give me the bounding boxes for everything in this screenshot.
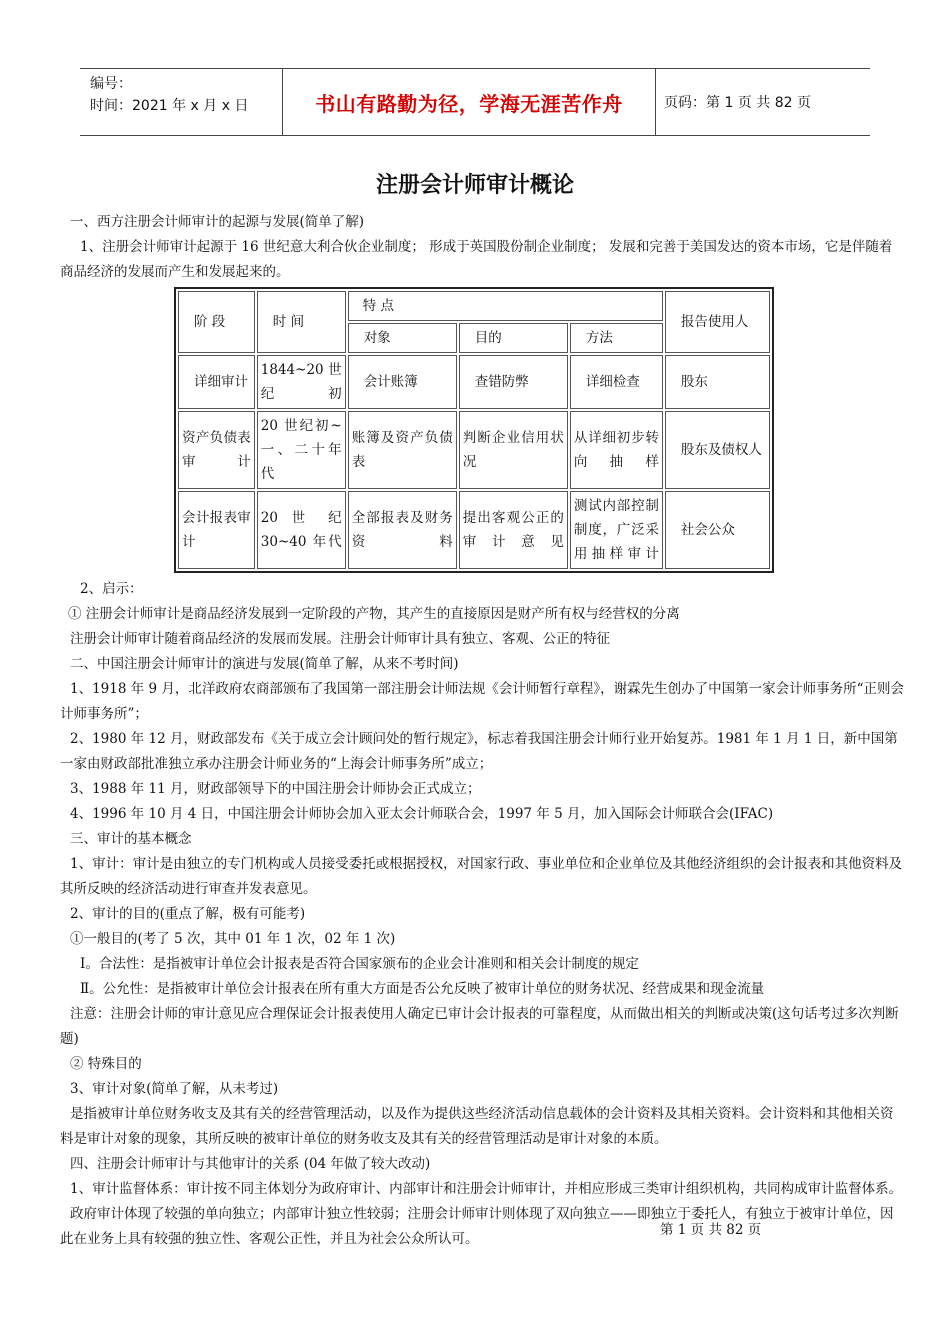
table-cell-object: 账簿及资产负债表 — [348, 411, 457, 489]
paragraph: 2、启示： — [80, 581, 143, 597]
section-heading-3: 三、审计的基本概念 — [70, 831, 192, 847]
paragraph: 是指被审计单位财务收支及其有关的经营管理活动，以及作为提供这些经济活动信息载体的会计资料及其相关资料。会计资料和其他相关资料是审计对象的现象，其所反映的被审计单位的财务收支及其有关的经营管理活动是审计对象的本质。 — [60, 1106, 894, 1147]
table-cell-time: 1844~20 世纪初 — [257, 355, 346, 409]
paragraph: ①一般目的(考了 5 次，其中 01 年 1 次，02 年 1 次) — [70, 931, 396, 947]
list-item: 4、1996 年 10 月 4 日，中国注册会计师协会加入亚太会计师联合会，1997 年 5 月，加入国际会计师联合会(IFAC) — [70, 806, 774, 822]
paragraph: 1、审计：审计是由独立的专门机构或人员接受委托或根据授权，对国家行政、事业单位和企业单位及其他经济组织的会计报表和其他资料及其所反映的经济活动进行审查并发表意见。 — [60, 856, 903, 897]
paragraph: 注册会计师审计随着商品经济的发展而发展。注册会计师审计具有独立、客观、公正的特征 — [70, 631, 610, 647]
table-cell-users: 股东 — [665, 355, 770, 409]
table-cell-stage: 资产负债表审计 — [178, 411, 255, 489]
table-cell-object: 全部报表及财务资料 — [348, 491, 457, 569]
audit-stages-table — [174, 287, 774, 573]
table-header-purpose: 目的 — [459, 323, 568, 353]
header-page-info: 页码：第 1 页 共 82 页 — [664, 95, 811, 111]
table-cell-users: 股东及债权人 — [665, 411, 770, 489]
table-row — [178, 355, 770, 409]
table-row — [178, 411, 770, 489]
page-header — [80, 68, 870, 136]
table-cell-purpose: 查错防弊 — [459, 355, 568, 409]
list-item: 2、1980 年 12 月，财政部发布《关于成立会计顾问处的暂行规定》，标志着我国注册会计师行业开始复苏。1981 年 1 月 1 日，新中国第一家由财政部批准独立承办注册会计师业务的“上海会计师事务所”成立； — [60, 731, 898, 772]
document-number-label: 编号： — [90, 76, 132, 92]
table-cell-stage: 会计报表审计 — [178, 491, 255, 569]
document-time-label: 时间：2021 年 x 月 x 日 — [90, 98, 249, 114]
section-heading-4: 四、注册会计师审计与其他审计的关系 (04 年做了较大改动) — [70, 1156, 431, 1172]
document-body — [60, 210, 905, 1252]
table-header-stage: 阶 段 — [178, 291, 255, 353]
paragraph: ② 特殊目的 — [70, 1056, 142, 1072]
page-title: 注册会计师审计概论 — [375, 173, 574, 198]
header-motto: 书山有路勤为径，学海无涯苦作舟 — [282, 69, 656, 135]
table-header-users: 报告使用人 — [665, 291, 770, 353]
table-header-method: 方法 — [570, 323, 663, 353]
header-meta — [80, 69, 282, 135]
paragraph: 2、审计的目的(重点了解，极有可能考) — [70, 906, 306, 922]
paragraph: Ⅰ。合法性：是指被审计单位会计报表是否符合国家颁布的企业会计准则和相关会计制度的规定 — [80, 956, 639, 972]
list-item: 3、1988 年 11 月，财政部领导下的中国注册会计师协会正式成立； — [70, 781, 481, 797]
table-header-object: 对象 — [348, 323, 457, 353]
table-cell-object: 会计账簿 — [348, 355, 457, 409]
section-heading-1: 一、西方注册会计师审计的起源与发展(简单了解) — [70, 214, 365, 230]
paragraph: Ⅱ。公允性：是指被审计单位会计报表在所有重大方面是否公允反映了被审计单位的财务状况、经营成果和现金流量 — [80, 981, 765, 997]
paragraph: 1、注册会计师审计起源于 16 世纪意大利合伙企业制度； 形成于英国股份制企业制度； 发展和完善于美国发达的资本市场，它是伴随着商品经济的发展而产生和发展起来的。 — [60, 239, 893, 280]
paragraph: ① 注册会计师审计是商品经济发展到一定阶段的产物，其产生的直接原因是财产所有权与经营权的分离 — [68, 606, 680, 622]
table-cell-stage: 详细审计 — [178, 355, 255, 409]
table-header-time: 时 间 — [257, 291, 346, 353]
table-cell-method: 从详细初步转向抽样 — [570, 411, 663, 489]
section-heading-2: 二、中国注册会计师审计的演进与发展(简单了解，从来不考时间) — [70, 656, 459, 672]
list-item: 1、1918 年 9 月，北洋政府农商部颁布了我国第一部注册会计师法规《会计师暂行章程》，谢霖先生创办了中国第一家会计师事务所“正则会计师事务所”； — [60, 681, 905, 722]
audit-stages-table-wrap — [174, 287, 774, 573]
page-footer: 第 1 页 共 82 页 — [660, 1222, 762, 1238]
table-header-features: 特 点 — [348, 291, 663, 321]
paragraph: 1、审计监督体系：审计按不同主体划分为政府审计、内部审计和注册会计师审计，并相应形成三类审计组织机构，共同构成审计监督体系。 — [70, 1181, 903, 1197]
table-cell-purpose: 判断企业信用状况 — [459, 411, 568, 489]
table-cell-method: 测试内部控制制度，广泛采用抽样审计 — [570, 491, 663, 569]
table-cell-time: 20 世 纪 30~40 年代 — [257, 491, 346, 569]
table-row — [178, 491, 770, 569]
table-cell-time: 20 世纪初~一、二十年代 — [257, 411, 346, 489]
paragraph: 政府审计体现了较强的单向独立；内部审计独立性较弱；注册会计师审计则体现了双向独立——即独立于委托人，有独立于被审计单位，因此在业务上具有较强的独立性、客观公正性，并且为社会公众所认可。 — [60, 1206, 894, 1247]
paragraph: 3、审计对象(简单了解，从未考过) — [70, 1081, 279, 1097]
table-cell-method: 详细检查 — [570, 355, 663, 409]
table-cell-purpose: 提出客观公正的审计意见 — [459, 491, 568, 569]
table-cell-users: 社会公众 — [665, 491, 770, 569]
paragraph: 注意：注册会计师的审计意见应合理保证会计报表使用人确定已审计会计报表的可靠程度，从而做出相关的判断或决策(这句话考过多次判断题) — [60, 1006, 899, 1047]
